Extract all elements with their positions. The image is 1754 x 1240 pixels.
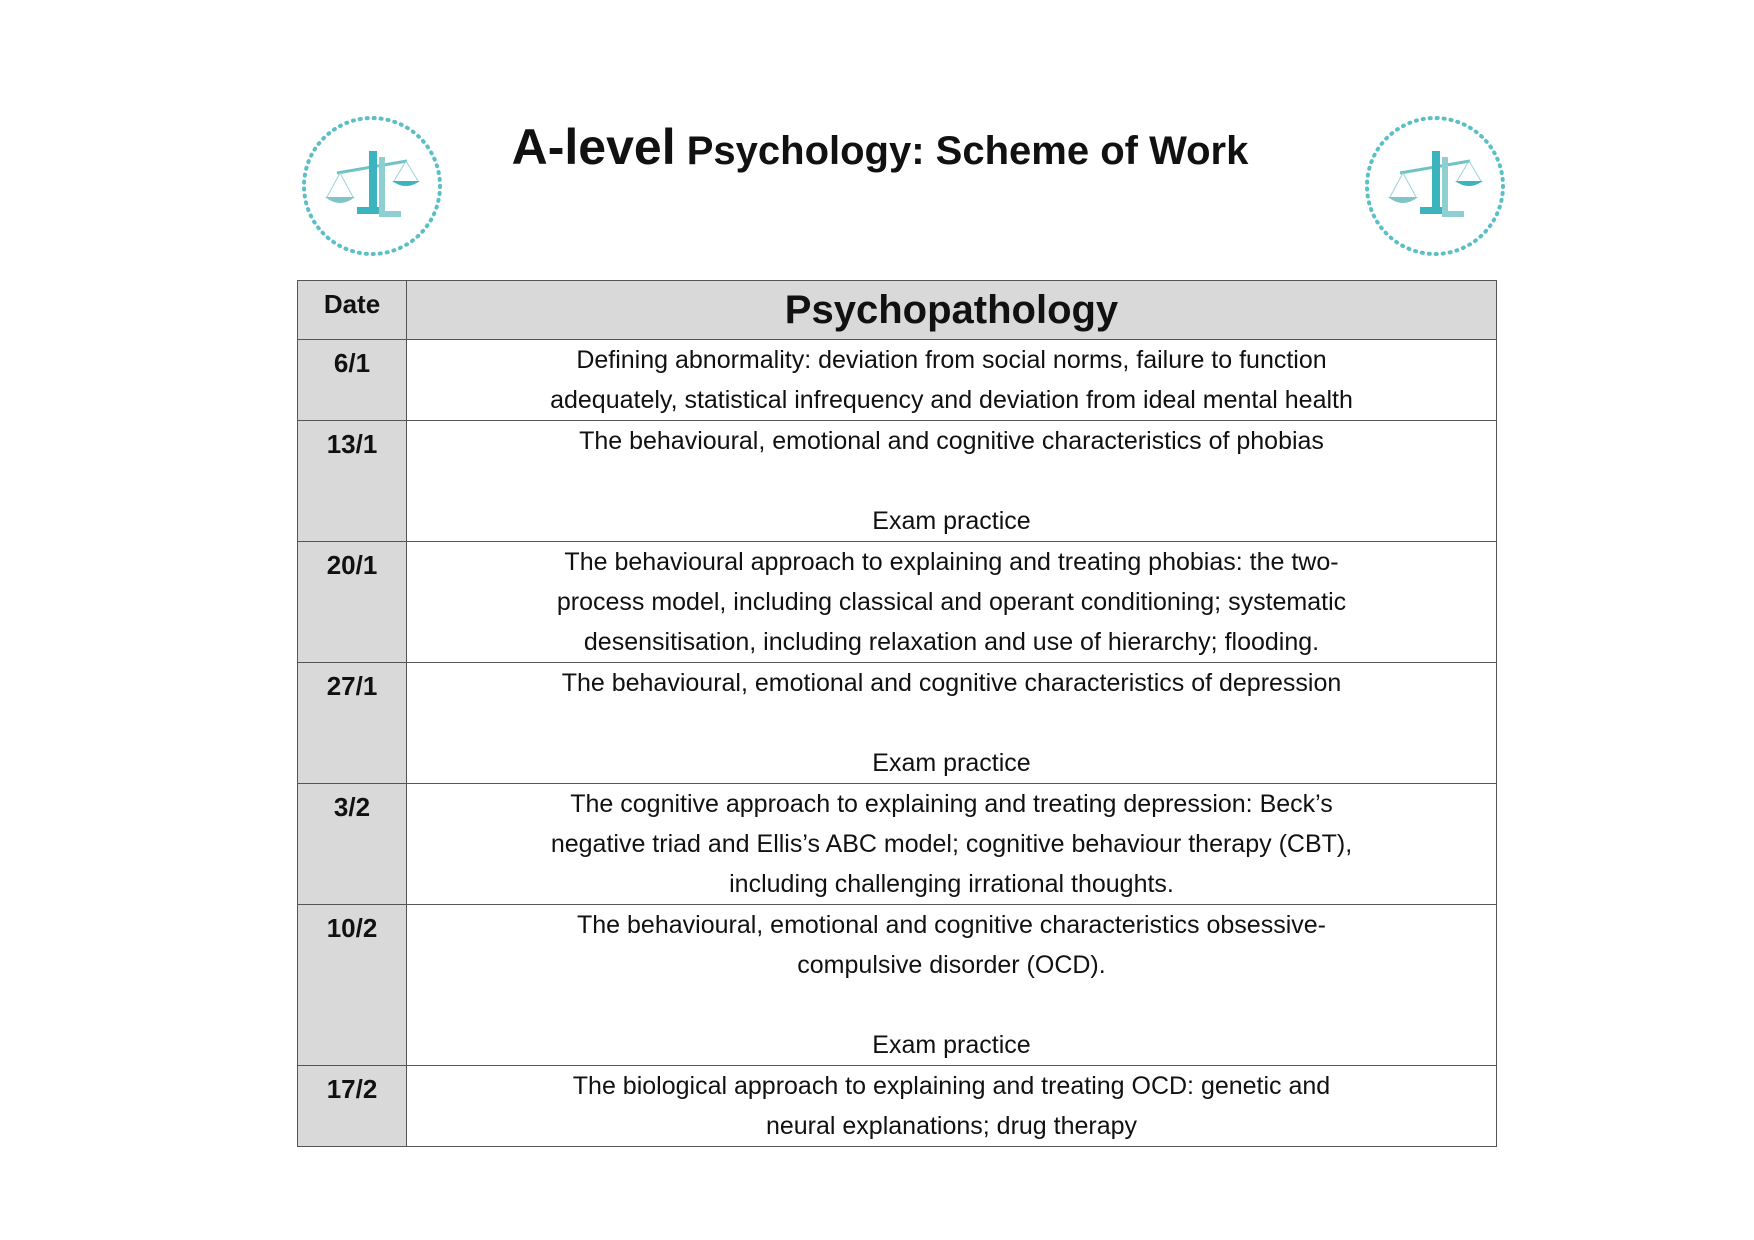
row-content (407, 421, 1497, 542)
content-line: adequately, statistical infrequency and deviation from ideal mental health (550, 386, 1353, 414)
content-line: neural explanations; drug therapy (765, 1112, 1138, 1140)
page-title (440, 118, 1320, 176)
content-line: compulsive disorder (OCD). (797, 951, 1106, 979)
content-line (417, 703, 1486, 743)
content-line: Exam practice (872, 507, 1031, 535)
content-line: The behavioural, emotional and cognitive characteristics of depression (561, 669, 1342, 697)
content-line (417, 985, 1486, 1025)
table-row (298, 1066, 1497, 1147)
table-row (298, 663, 1497, 784)
table-row (298, 340, 1497, 421)
topic-header: Psychopathology (407, 281, 1497, 340)
date-header: Date (298, 281, 407, 340)
content-line: The behavioural, emotional and cognitive characteristics of phobias (579, 427, 1324, 455)
row-content (407, 784, 1497, 905)
row-date: 27/1 (298, 663, 407, 784)
table-row (298, 421, 1497, 542)
row-date: 17/2 (298, 1066, 407, 1147)
content-line (417, 461, 1486, 501)
row-content (407, 905, 1497, 1066)
content-line: The cognitive approach to explaining and treating depression: Beck’s (570, 790, 1333, 818)
row-date: 10/2 (298, 905, 407, 1066)
row-date: 3/2 (298, 784, 407, 905)
lessoning-the-load-logo-right (1360, 111, 1510, 261)
row-content (407, 1066, 1497, 1147)
row-content (407, 663, 1497, 784)
content-line: Exam practice (872, 749, 1031, 777)
content-line: Defining abnormality: deviation from social norms, failure to function (576, 346, 1327, 374)
content-line: The behavioural, emotional and cognitive characteristics obsessive- (577, 911, 1326, 939)
row-date: 6/1 (298, 340, 407, 421)
table-row (298, 905, 1497, 1066)
content-line: negative triad and Ellis’s ABC model; cognitive behaviour therapy (CBT), (550, 830, 1353, 858)
title-rest: Psychology: Scheme of Work (675, 129, 1249, 173)
row-date: 13/1 (298, 421, 407, 542)
row-date: 20/1 (298, 542, 407, 663)
content-line: The behavioural approach to explaining and treating phobias: the two- (564, 548, 1339, 576)
row-content (407, 542, 1497, 663)
title-alevel: A-level (511, 119, 676, 175)
content-line: Exam practice (872, 1031, 1031, 1059)
content-line: desensitisation, including relaxation and use of hierarchy; flooding. (583, 628, 1320, 656)
scheme-table (297, 280, 1497, 1147)
content-line: process model, including classical and operant conditioning; systematic (556, 588, 1347, 616)
content-line: including challenging irrational thoughts. (729, 870, 1174, 898)
lessoning-the-load-logo-left (297, 111, 447, 261)
content-line: The biological approach to explaining and treating OCD: genetic and (572, 1072, 1331, 1100)
table-row (298, 784, 1497, 905)
table-row (298, 542, 1497, 663)
row-content (407, 340, 1497, 421)
